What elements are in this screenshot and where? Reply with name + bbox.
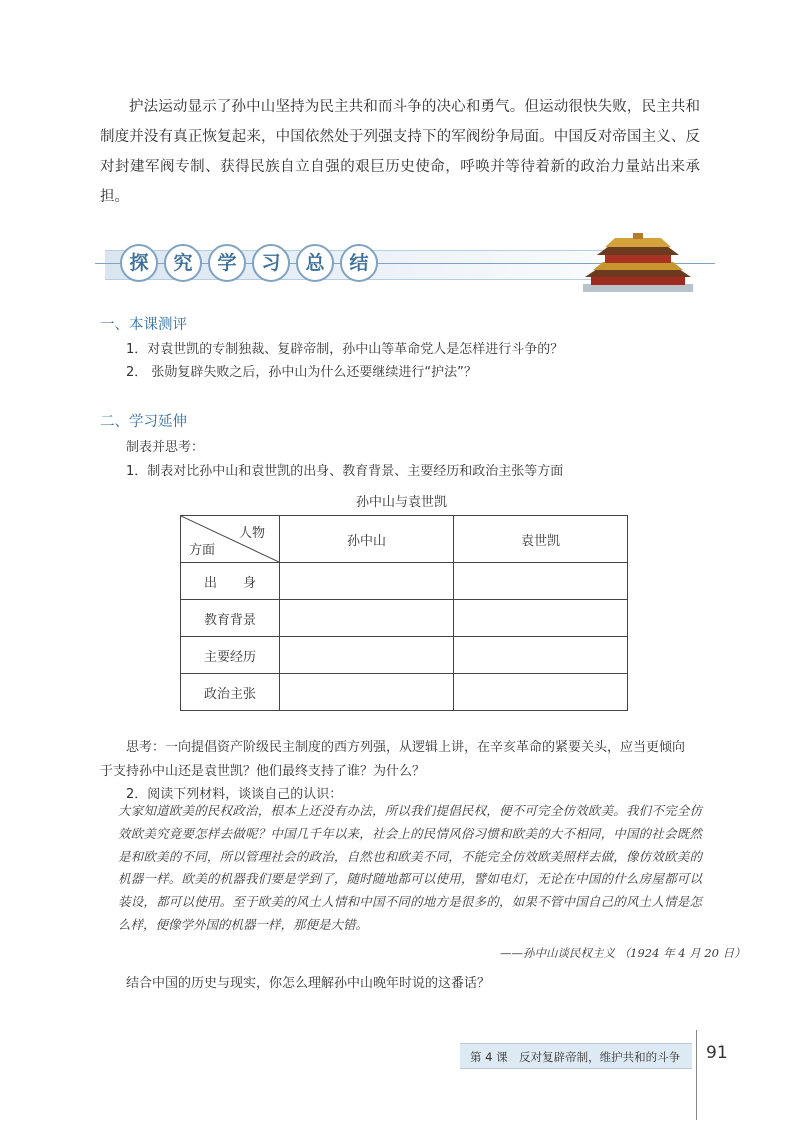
column-header: 袁世凯 [454, 516, 628, 563]
question-2: 2． 张勋复辟失败之后，孙中山为什么还要继续进行“护法”？ [126, 365, 477, 380]
table-cell [454, 563, 628, 600]
corner-label-aspect: 方面 [189, 543, 216, 558]
think-line-1: 思考：一向提倡资产阶级民主制度的西方列强，从逻辑上讲，在辛亥革命的紧要关头，应当更倾向 [126, 740, 686, 755]
table-cell [454, 637, 628, 674]
task-2: 2．阅读下列材料，谈谈自己的认识： [126, 787, 343, 802]
banner-char: 结 [340, 244, 378, 282]
section-heading-extension: 二、学习延伸 [100, 414, 187, 430]
table-cell [280, 563, 454, 600]
banner-char: 总 [296, 244, 334, 282]
banner-char: 习 [252, 244, 290, 282]
palace-building-illustration [583, 232, 693, 292]
table-corner-cell [181, 516, 280, 563]
quote-passage: 大家知道欧美的民权政治，根本上还没有办法，所以我们提倡民权，便不可完全仿效欧美。我们不完全仿效欧美究竟要怎样去做呢？中国几千年以来，社会上的民情风俗习惯和欧美的大不相同，中国的社会既然是和欧美的不同，所以管理社会的政治，自然也和欧美不同，不能完全仿效欧美照样去做，像仿效欧美的机器一样。欧美的机器我们要是学到了，随时随地都可以使用，譬如电灯，无论在中国的什么房屋都可以装设，都可以使用。至于欧美的风土人情和中国不同的地方是很多的，如果不管中国自己的风土人情是怎么样，便像学外国的机器一样，那便是大错。 [118, 803, 702, 932]
intro-paragraph: 护法运动显示了孙中山坚持为民主共和而斗争的决心和勇气。但运动很快失败，民主共和制度并没有真正恢复起来，中国依然处于列强支持下的军阀纷争局面。中国反对帝国主义、反对封建军阀专制、获得民族自立自强的艰巨历史使命，呼唤并等待着新的政治力量站出来承担。 [100, 99, 700, 205]
quote-source: ——孙中山谈民权主义 （1924 年 4 月 20 日） [500, 946, 746, 960]
footer-lesson-title: 第 4 课 反对复辟帝制，维护共和的斗争 [470, 1050, 681, 1064]
row-label: 出 身 [181, 563, 280, 600]
table-header-row [181, 516, 628, 563]
think-line-2: 于支持孙中山还是袁世凯？他们最终支持了谁？为什么？ [100, 764, 426, 779]
table-row [181, 637, 628, 674]
corner-label-person: 人物 [238, 526, 265, 541]
closing-question: 结合中国的历史与现实，你怎么理解孙中山晚年时说的这番话？ [126, 976, 491, 991]
banner-char: 探 [120, 244, 158, 282]
row-label: 教育背景 [181, 600, 280, 637]
section-heading-assessment: 一、本课测评 [100, 317, 187, 333]
table-caption: 孙中山与袁世凯 [356, 495, 448, 510]
table-cell [280, 600, 454, 637]
question-1: 1．对袁世凯的专制独裁、复辟帝制，孙中山等革命党人是怎样进行斗争的？ [126, 342, 564, 357]
table-cell [280, 674, 454, 711]
row-label: 政治主张 [181, 674, 280, 711]
table-row [181, 674, 628, 711]
section-banner [95, 232, 715, 292]
table-cell [280, 637, 454, 674]
task-1: 1．制表对比孙中山和袁世凯的出身、教育背景、主要经历和政治主张等方面 [126, 464, 564, 479]
banner-char: 学 [208, 244, 246, 282]
page-number: 91 [706, 1043, 728, 1063]
table-cell [454, 674, 628, 711]
comparison-table [180, 515, 628, 711]
footer-divider [696, 1030, 697, 1120]
table-cell [454, 600, 628, 637]
column-header: 孙中山 [280, 516, 454, 563]
task-intro: 制表并思考： [126, 440, 205, 455]
banner-char: 究 [164, 244, 202, 282]
table-row [181, 600, 628, 637]
row-label: 主要经历 [181, 637, 280, 674]
table-row [181, 563, 628, 600]
